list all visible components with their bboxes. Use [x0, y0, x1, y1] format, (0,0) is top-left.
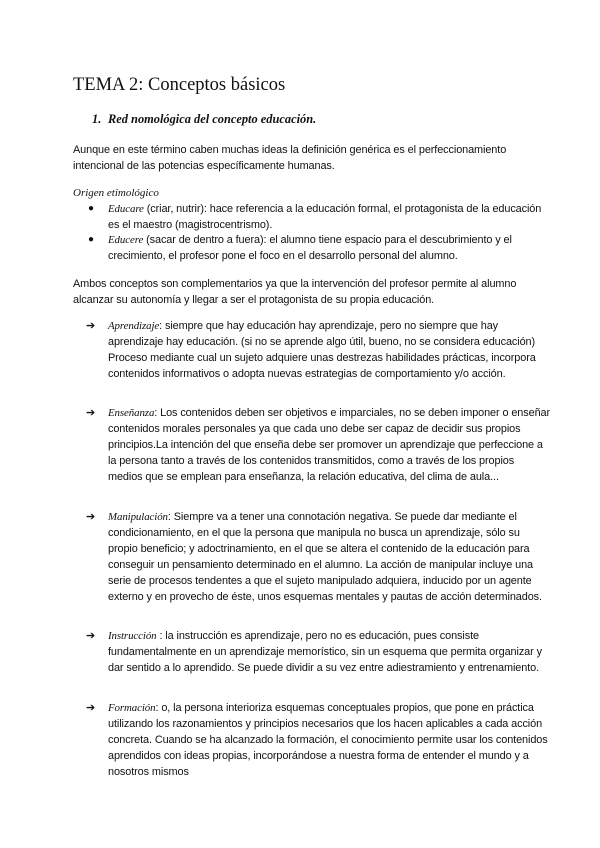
summary-paragraph: Ambos conceptos son complementarios ya que la intervención del profesor permite al alumno alcanzar su autonomía y llegar a ser el protagonista de su propia educación.	[73, 278, 517, 306]
arrow-right-icon: ➔	[86, 407, 96, 419]
concept-description: : la instrucción es aprendizaje, pero no es educación, pues consiste fundamentalmente en un aprendizaje memorístico, sin un esquema que permita organizar y dar sentido a lo aprendido. Se puede dividir a su vez entre adiestramiento y entrenamiento.	[108, 630, 542, 674]
term-label: Educare	[108, 203, 144, 215]
concept-description: : o, la persona interioriza esquemas conceptuales propios, que pone en práctica utilizando los razonamientos y principios necesarios que los hacen aplicables a cada acción concreta. Cuando se ha alcanzado la formación, el conocimiento permite usar los contenidos aprendidos con ideas propias, incorporándose a nuestra forma de entender el mundo y a nosotros mismos	[108, 702, 548, 778]
intro-paragraph: Aunque en este término caben muchas ideas la definición genérica es el perfeccionamiento intencional de las potencias específicamente humanas.	[73, 144, 507, 172]
arrow-right-icon: ➔	[86, 702, 96, 714]
arrow-right-icon: ➔	[86, 630, 96, 642]
bullet-icon: ●	[88, 203, 94, 214]
concept-term: Aprendizaje	[108, 320, 160, 332]
concept-term: Enseñanza	[108, 407, 155, 419]
bullet-icon: ●	[88, 234, 94, 245]
origin-heading: Origen etimológico	[73, 187, 159, 199]
list-item	[88, 232, 548, 264]
concept-item	[86, 318, 550, 382]
concept-item	[86, 509, 550, 605]
page-title: TEMA 2: Conceptos básicos	[73, 75, 286, 95]
concept-item	[86, 628, 550, 676]
concept-term: Formación	[108, 702, 156, 714]
term-label: Educere	[108, 234, 144, 246]
concept-item	[86, 700, 550, 780]
concept-item	[86, 405, 551, 485]
section-number: 1.	[92, 112, 102, 126]
concept-term: Manipulación	[108, 511, 168, 523]
term-description: (criar, nutrir): hace referencia a la educación formal, el protagonista de la educación es el maestro (magistrocentrismo).	[108, 203, 542, 231]
term-description: (sacar de dentro a fuera): el alumno tiene espacio para el descubrimiento y el crecimiento, el profesor pone el foco en el desarrollo personal del alumno.	[108, 234, 512, 262]
concept-description: : siempre que hay educación hay aprendizaje, pero no siempre que hay aprendizaje hay educación. (si no se aprende algo útil, bueno, no se considera educación) Proceso mediante cual un sujeto adquiere unas destrezas habilidades prácticas, incorpora contenidos informativos o adopta nuevas estrategias de comportamiento y/o acción.	[108, 320, 536, 380]
section-heading-text: Red nomológica del concepto educación.	[108, 112, 317, 126]
list-item	[88, 201, 548, 233]
arrow-right-icon: ➔	[86, 511, 96, 523]
arrow-right-icon: ➔	[86, 320, 96, 332]
concept-description: : Siempre va a tener una connotación negativa. Se puede dar mediante el condicionamiento, en el que la persona que manipula no busca un aprendizaje, sólo su propio beneficio; y adoctrinamiento, en el que se altera el contenido de la educación para conseguir un pensamiento determinado en el alumno. La acción de manipular incluye una serie de procesos tendentes a que el sujeto manipulado adquiera, inducido por un agente externo y en provecho de éste, unos esquemas mentales y pautas de acción determinados.	[108, 511, 542, 603]
concept-term: Instrucción	[108, 630, 157, 642]
concept-description: : Los contenidos deben ser objetivos e imparciales, no se deben imponer o enseñar contenidos morales personales ya que cada uno debe ser capaz de decidir sus propios principios.La intención del que enseña debe ser promover un aprendizaje que perfeccione a la persona tanto a través de los contenidos transmitidos, como a través de los propios medios que se emplean para enseñanza, la relación educativa, del clima de aula...	[108, 407, 551, 483]
section-heading	[92, 111, 316, 127]
